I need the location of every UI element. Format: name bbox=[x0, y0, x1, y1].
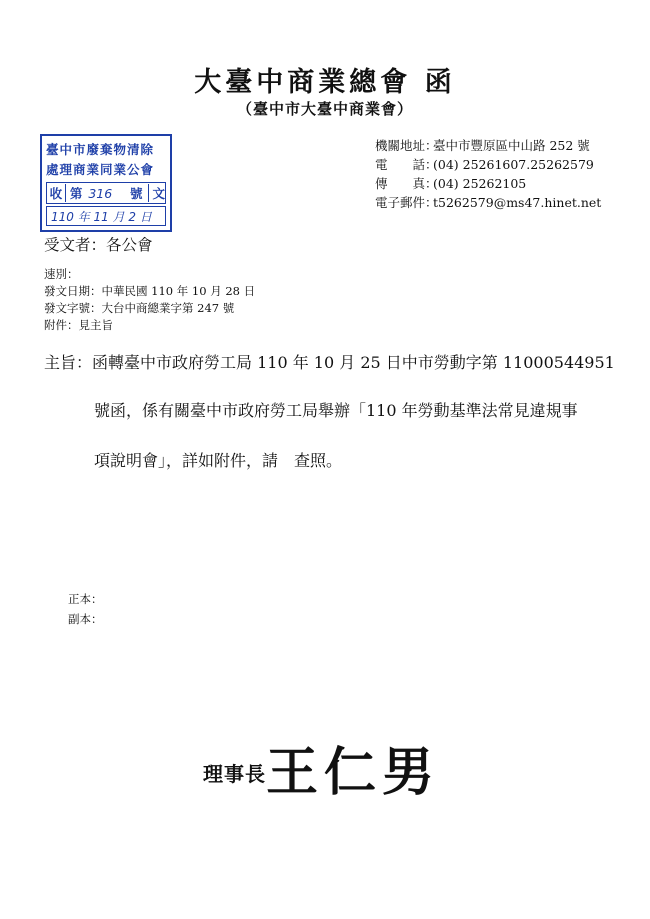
stamp-receipt-row bbox=[46, 182, 166, 204]
contact-label: 傳 真： bbox=[375, 176, 438, 191]
recipient: 受文者：各公會 bbox=[44, 236, 153, 254]
contact-row-address bbox=[375, 136, 601, 155]
document-subtitle: （臺中市大臺中商業會） bbox=[236, 100, 413, 118]
meta-speed: 速別： bbox=[44, 267, 79, 281]
subject-line: 號函，係有關臺中市政府勞工局舉辦「110 年勞動基準法常見違規事 bbox=[94, 401, 578, 420]
stamp-no-label: 第 bbox=[69, 186, 83, 201]
meta-issue-date: 發文日期：中華民國 110 年 10 月 28 日 bbox=[44, 284, 256, 298]
meta-issue-number: 發文字號：大台中商總業字第 247 號 bbox=[44, 301, 235, 315]
subject-line: 項說明會」，詳如附件，請 查照。 bbox=[94, 451, 343, 470]
contact-label: 電 話： bbox=[375, 157, 438, 172]
svg-text:王仁男: 王仁男 bbox=[266, 743, 441, 800]
contact-row-fax bbox=[375, 174, 601, 193]
receipt-stamp bbox=[40, 134, 172, 232]
contact-row-phone bbox=[375, 155, 601, 174]
meta-attachment: 附件：見主旨 bbox=[44, 318, 113, 332]
stamp-date: 110 年 11 月 2 日 bbox=[46, 206, 166, 226]
stamp-org-line1: 臺中市廢棄物清除 bbox=[46, 142, 155, 157]
original-recipients: 正本： bbox=[68, 592, 103, 606]
copy-recipients: 副本： bbox=[68, 612, 103, 626]
distribution bbox=[68, 589, 103, 629]
stamp-wen-label: 文 bbox=[148, 184, 165, 202]
contact-value: (04) 25261607.25262579 bbox=[433, 157, 594, 172]
contact-label: 電子郵件： bbox=[375, 195, 438, 210]
stamp-receipt-label: 收 bbox=[47, 184, 66, 202]
stamp-org-line2: 處理商業同業公會 bbox=[46, 162, 155, 177]
contact-label: 機關地址： bbox=[375, 138, 438, 153]
issue-meta bbox=[44, 266, 255, 334]
contact-value: 臺中市豐原區中山路 252 號 bbox=[433, 138, 590, 153]
contact-info bbox=[375, 136, 601, 212]
contact-value: (04) 25262105 bbox=[433, 176, 527, 191]
stamp-hao-label: 號 bbox=[129, 186, 143, 201]
contact-value: t5262579@ms47.hinet.net bbox=[433, 195, 602, 210]
contact-row-email bbox=[375, 193, 601, 212]
chairman-signature-seal bbox=[262, 738, 452, 800]
subject-line: 主旨：函轉臺中市政府勞工局 110 年 10 月 25 日中市勞動字第 11000544951 bbox=[44, 353, 615, 372]
document-title: 大臺中商業總會 函 bbox=[194, 67, 456, 98]
signature-title: 理事長 bbox=[203, 762, 266, 786]
stamp-receipt-number: 316 bbox=[88, 185, 113, 201]
